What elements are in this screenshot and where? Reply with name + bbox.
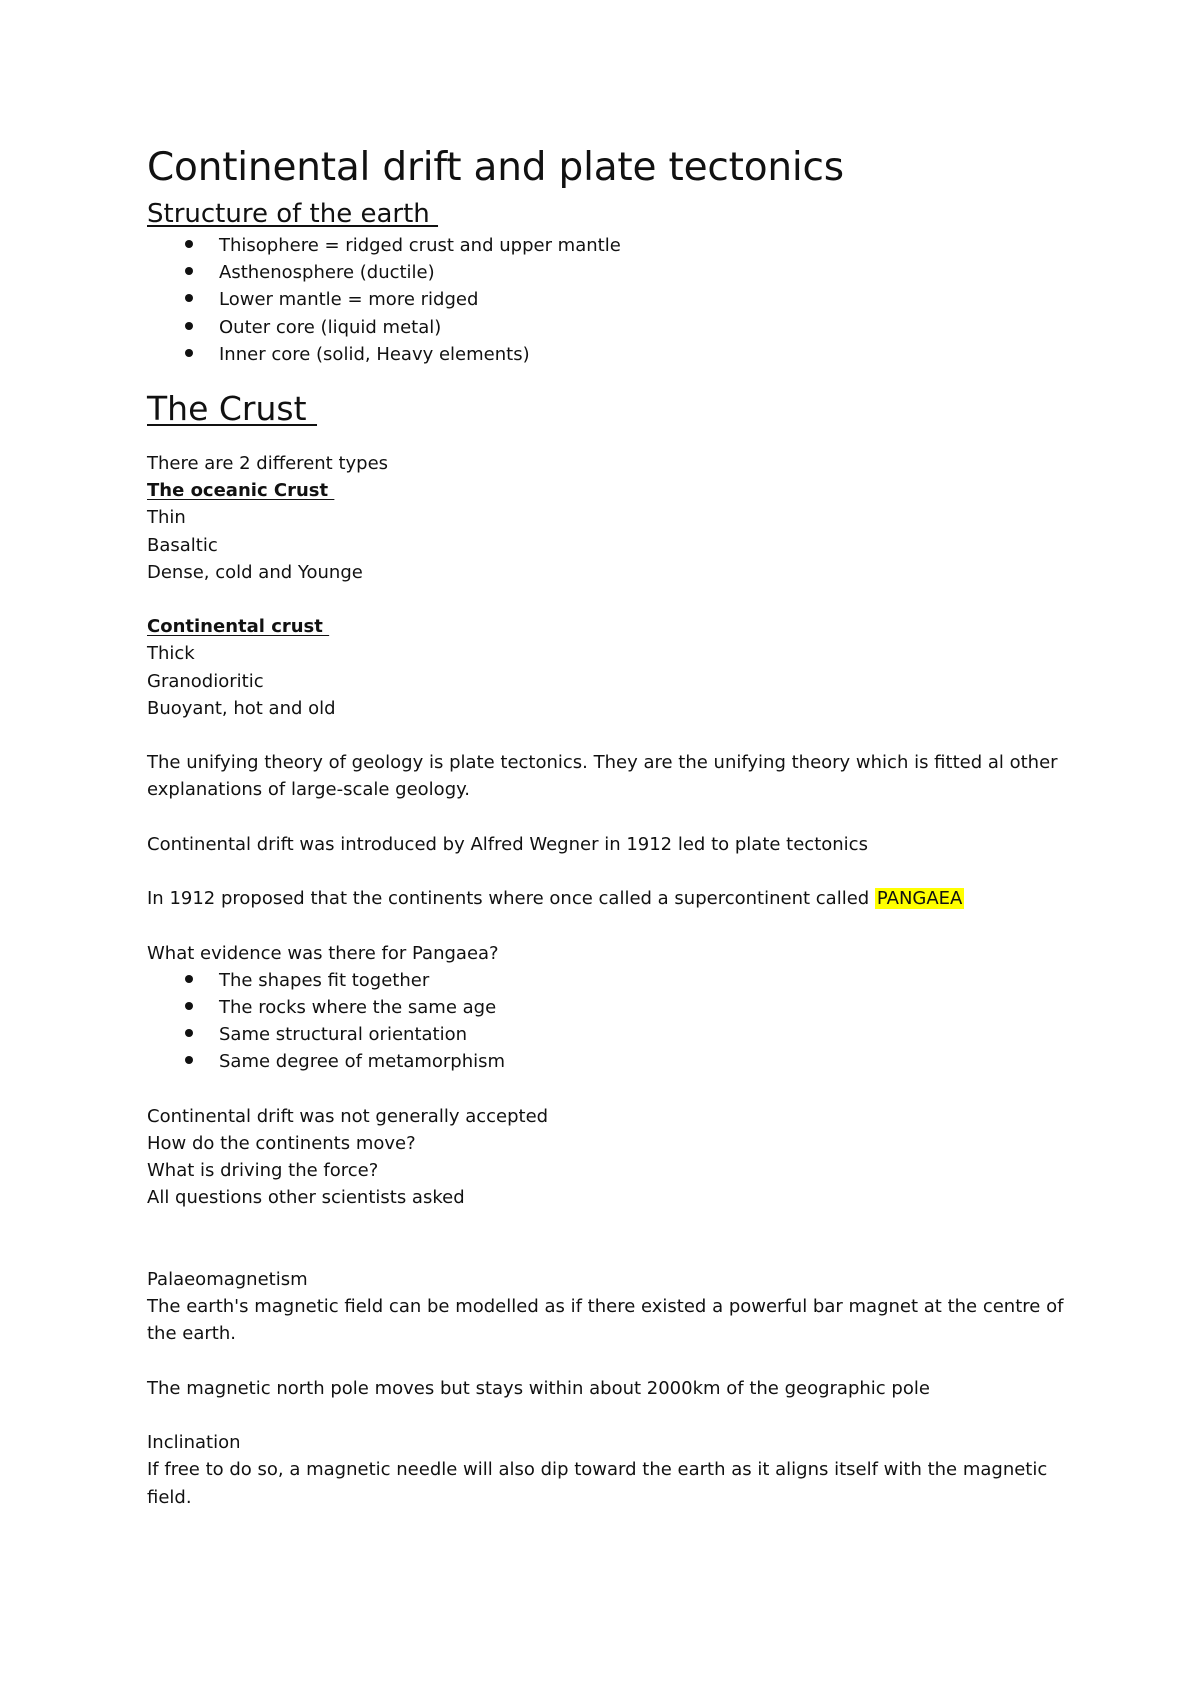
document-page — [147, 140, 1087, 1511]
inclination-paragraph: If free to do so, a magnetic needle will also dip toward the earth as it aligns itself with the magnetic field. — [147, 1459, 1053, 1508]
palaeo-heading: Palaeomagnetism — [147, 1268, 308, 1290]
continental-line: Thick — [147, 643, 195, 665]
bullet-icon — [185, 322, 193, 330]
bullet-icon — [185, 267, 193, 275]
list-item: The shapes fit together — [147, 967, 1087, 994]
list-item: Lower mantle = more ridged — [147, 286, 1087, 313]
unifying-paragraph: The unifying theory of geology is plate tectonics. They are the unifying theory which is fitted al other explanations of large-scale geology. — [147, 752, 1064, 801]
list-item: Same degree of metamorphism — [147, 1048, 1087, 1075]
bullet-icon — [185, 1002, 193, 1010]
list-item: The rocks where the same age — [147, 994, 1087, 1021]
list-item: Asthenosphere (ductile) — [147, 259, 1087, 286]
oceanic-heading: The oceanic Crust — [147, 480, 335, 502]
bullet-icon — [185, 1056, 193, 1064]
drift-intro: Continental drift was introduced by Alfred Wegner in 1912 led to plate tectonics — [147, 833, 868, 855]
bullet-icon — [185, 1029, 193, 1037]
questions-line: All questions other scientists asked — [147, 1187, 465, 1209]
bullet-icon — [185, 294, 193, 302]
list-item: Inner core (solid, Heavy elements) — [147, 341, 1087, 368]
questions-line: Continental drift was not generally accepted — [147, 1105, 549, 1127]
structure-heading: Structure of the earth — [147, 199, 439, 229]
list-item: Same structural orientation — [147, 1021, 1087, 1048]
bullet-icon — [185, 240, 193, 248]
oceanic-line: Dense, cold and Younge — [147, 561, 363, 583]
inclination-heading: Inclination — [147, 1432, 241, 1454]
document-title: Continental drift and plate tectonics — [147, 145, 844, 190]
list-item: Outer core (liquid metal) — [147, 314, 1087, 341]
questions-line: What is driving the force? — [147, 1160, 379, 1182]
north-pole-line: The magnetic north pole moves but stays within about 2000km of the geographic pole — [147, 1377, 930, 1399]
bullet-icon — [185, 349, 193, 357]
continental-heading: Continental crust — [147, 616, 330, 638]
evidence-list — [147, 967, 1087, 1076]
pangaea-line: In 1912 proposed that the continents where once called a supercontinent called PANGAEA — [147, 888, 963, 910]
continental-line: Granodioritic — [147, 670, 264, 692]
crust-heading: The Crust — [147, 389, 318, 429]
structure-list — [147, 232, 1087, 368]
oceanic-line: Basaltic — [147, 534, 218, 556]
evidence-question: What evidence was there for Pangaea? — [147, 942, 499, 964]
oceanic-line: Thin — [147, 507, 186, 529]
pangaea-highlight: PANGAEA — [876, 888, 963, 910]
crust-intro: There are 2 different types — [147, 453, 389, 475]
continental-line: Buoyant, hot and old — [147, 697, 336, 719]
list-item: Thisophere = ridged crust and upper mantle — [147, 232, 1087, 259]
bullet-icon — [185, 975, 193, 983]
questions-line: How do the continents move? — [147, 1133, 416, 1154]
palaeo-paragraph: The earth's magnetic field can be modelled as if there existed a powerful bar magnet at the centre of the earth. — [147, 1296, 1070, 1345]
